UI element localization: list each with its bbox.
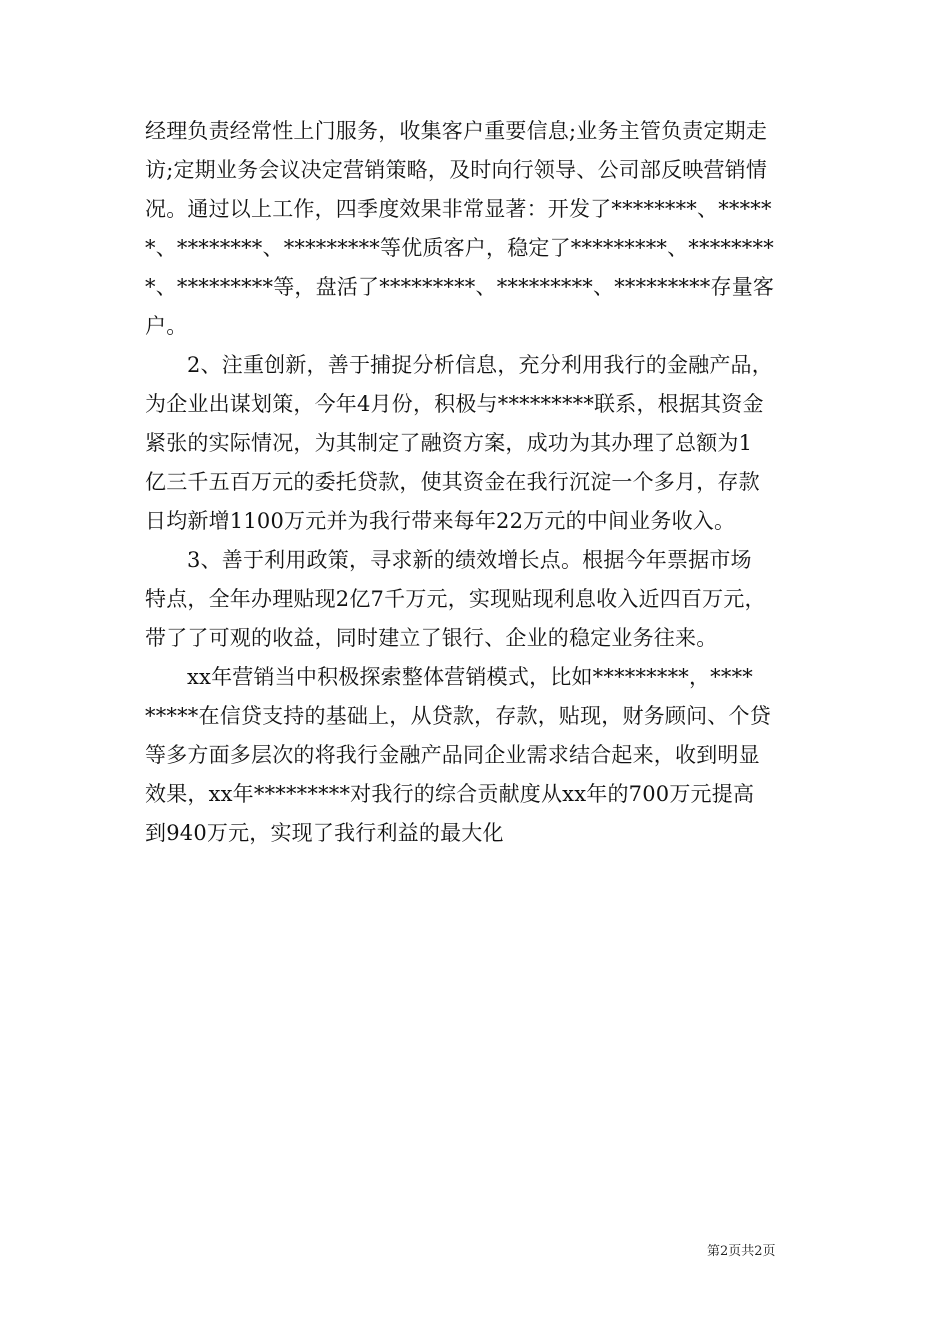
- text-line: 访;定期业务会议决定营销策略，及时向行领导、公司部反映营销情: [145, 158, 768, 182]
- document-body: [145, 112, 807, 853]
- text-line: 等多方面多层次的将我行金融产品同企业需求结合起来，收到明显: [145, 743, 760, 767]
- paragraph-start-line: xx年营销当中积极探索整体营销模式，比如*********，****: [187, 665, 753, 689]
- text-line: 紧张的实际情况，为其制定了融资方案，成功为其办理了总额为1: [145, 431, 753, 455]
- page-number: 第2页共2页: [707, 1244, 776, 1259]
- text-line: 经理负责经常性上门服务，收集客户重要信息;业务主管负责定期走: [145, 119, 768, 143]
- text-line: *、*********等，盘活了*********、*********、*********存量客: [145, 275, 775, 299]
- text-line: 带了了可观的收益，同时建立了银行、企业的稳定业务往来。: [145, 626, 718, 650]
- paragraph-start-line: 2、注重创新，善于捕捉分析信息，充分利用我行的金融产品，: [187, 353, 773, 377]
- text-line: 户。: [145, 314, 188, 338]
- paragraph-start-line: 3、善于利用政策，寻求新的绩效增长点。根据今年票据市场: [187, 548, 752, 572]
- text-line: 效果，xx年*********对我行的综合贡献度从xx年的700万元提高: [145, 782, 755, 806]
- text-line: 亿三千五百万元的委托贷款，使其资金在我行沉淀一个多月，存款: [145, 470, 760, 494]
- text-line: 况。通过以上工作，四季度效果非常显著：开发了********、*****: [145, 197, 772, 221]
- text-line: *****在信贷支持的基础上，从贷款，存款，贴现，财务顾问、个贷: [145, 704, 771, 728]
- text-line: 日均新增1100万元并为我行带来每年22万元的中间业务收入。: [145, 509, 736, 533]
- text-line: *、********、*********等优质客户，稳定了*********、********: [145, 236, 774, 260]
- text-line: 到940万元，实现了我行利益的最大化: [145, 821, 504, 845]
- text-line: 特点，全年办理贴现2亿7千万元，实现贴现利息收入近四百万元，: [145, 587, 766, 611]
- text-line: 为企业出谋划策，今年4月份，积极与*********联系，根据其资金: [145, 392, 764, 416]
